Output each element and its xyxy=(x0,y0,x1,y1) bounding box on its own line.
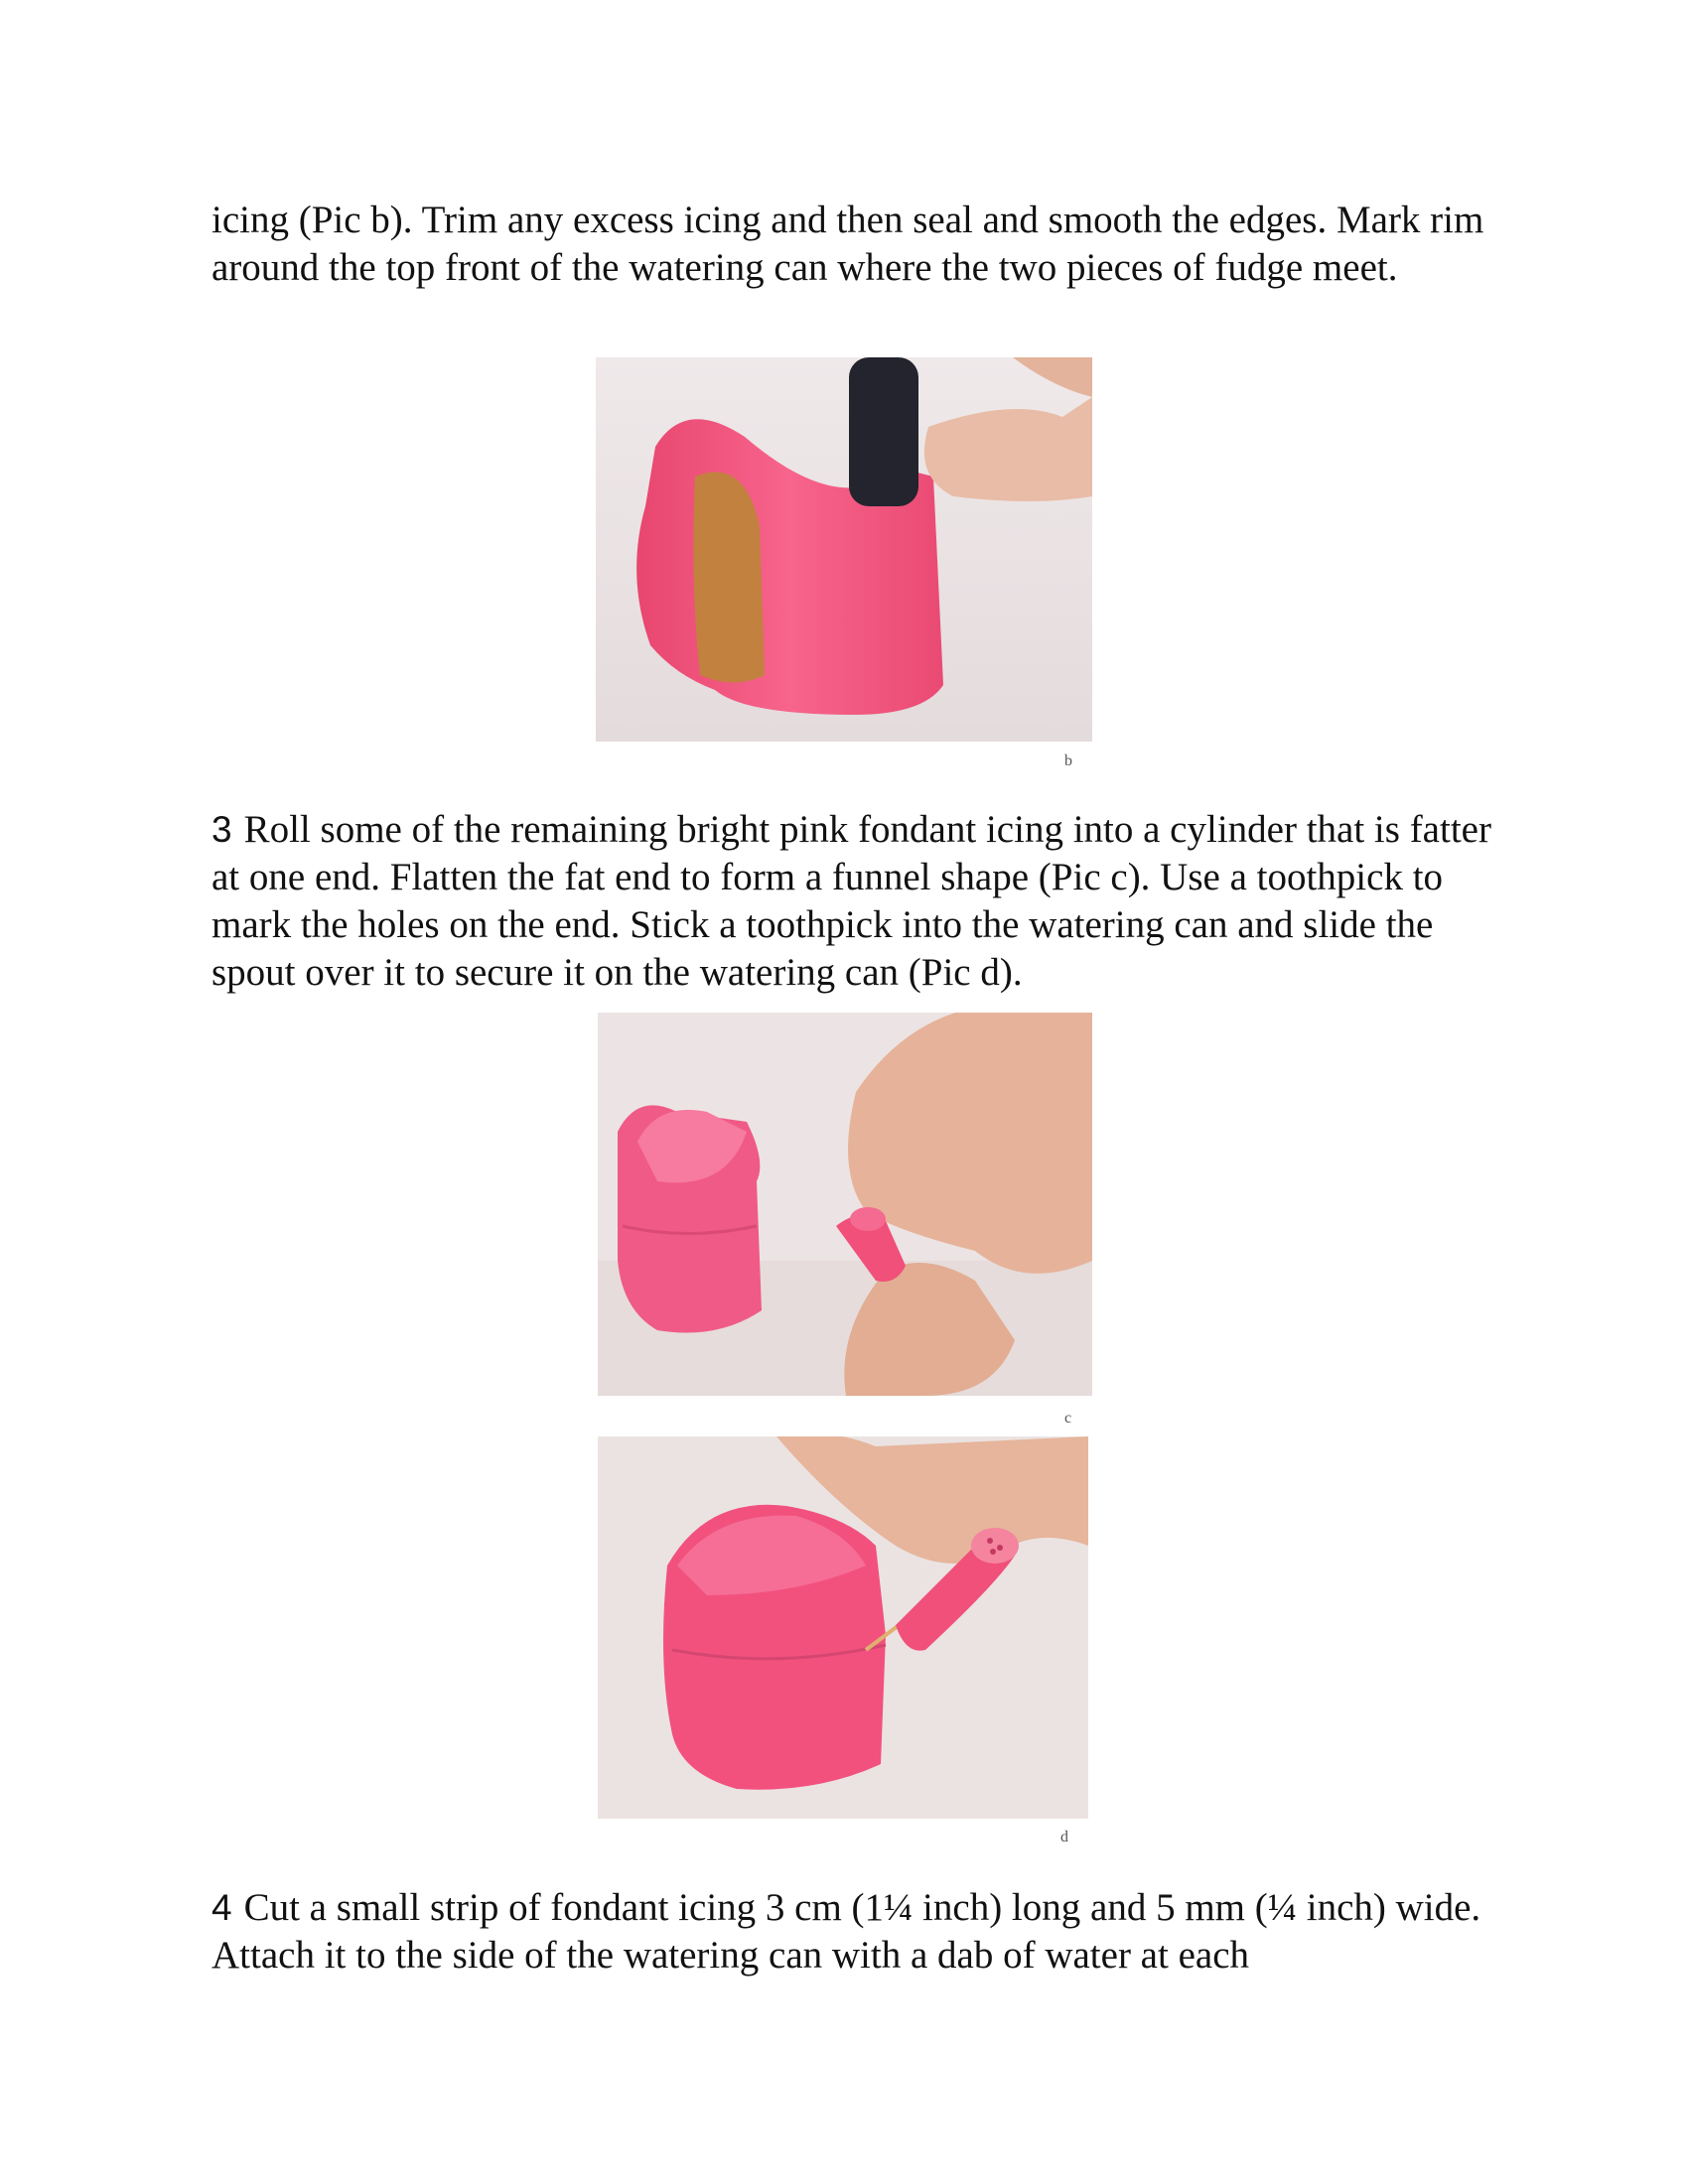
step-4 xyxy=(211,1884,1502,1979)
step-text: Roll some of the remaining bright pink fondant icing into a cylinder that is fatter at one end. Flatten the fat end to form a funnel shape (Pic c). Use a toothpick to mark the holes on the end. Stick a toothpick into the watering can and slide the spout over it to secure it on the watering can (Pic d). xyxy=(211,808,1491,994)
photo-d xyxy=(598,1436,1088,1819)
caption-b: b xyxy=(1064,752,1072,769)
photo-c xyxy=(598,1013,1092,1396)
step-number: 3 xyxy=(211,809,232,850)
step-text: Cut a small strip of fondant icing 3 cm (1¼ inch) long and 5 mm (¼ inch) wide. Attach it to the side of the watering can with a dab of water at each xyxy=(211,1886,1481,1977)
step-3 xyxy=(211,806,1502,997)
paragraph-text: icing (Pic b). Trim any excess icing and then seal and smooth the edges. Mark rim around the top front of the watering can where the two pieces of fudge meet. xyxy=(211,199,1484,289)
caption-d: d xyxy=(1060,1829,1068,1845)
paragraph-continuation xyxy=(211,197,1502,292)
step-number: 4 xyxy=(211,1887,232,1928)
caption-c: c xyxy=(1064,1410,1072,1427)
photo-b xyxy=(596,357,1092,742)
